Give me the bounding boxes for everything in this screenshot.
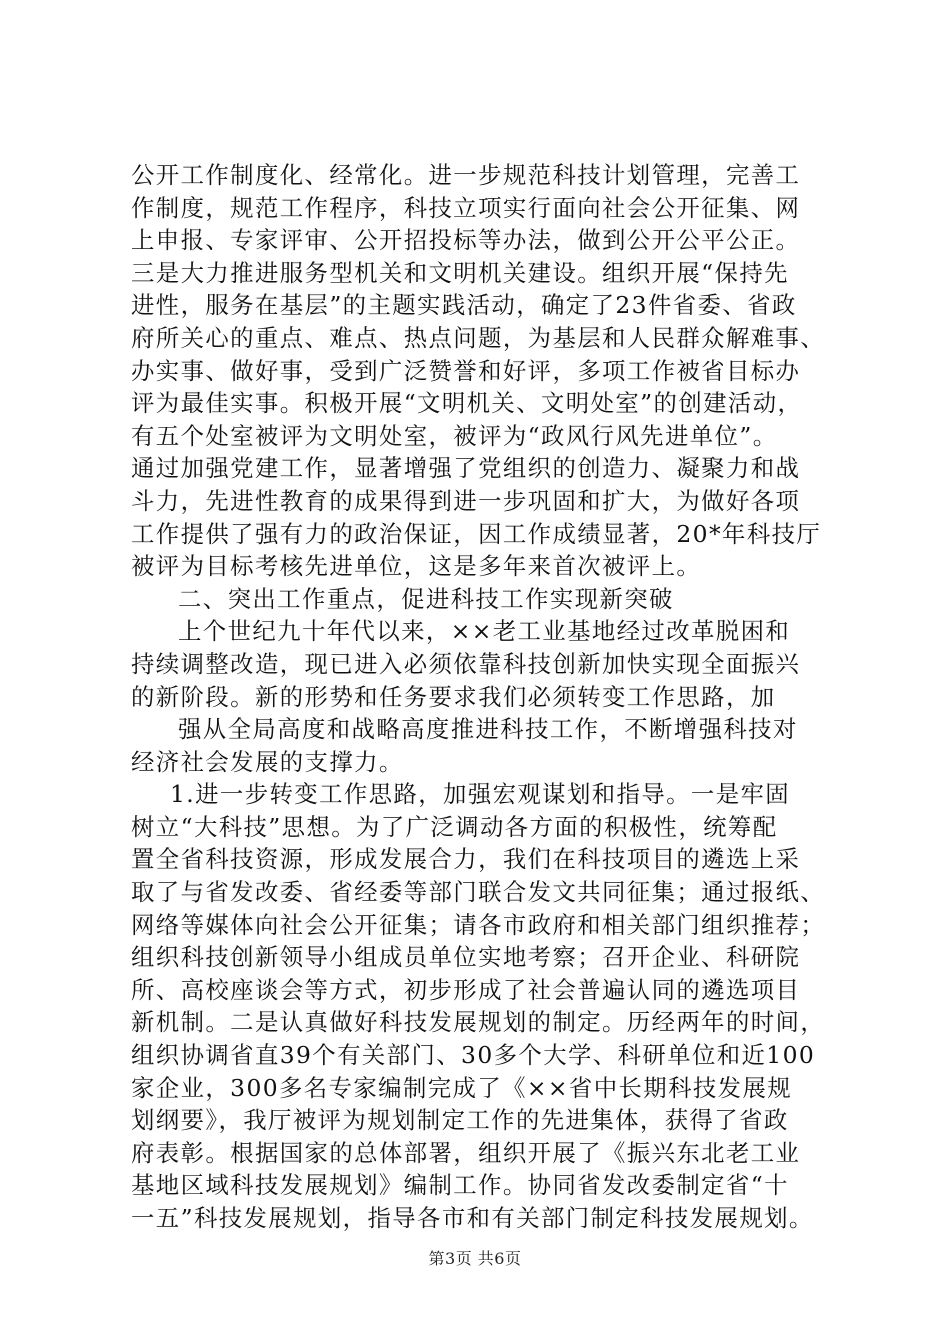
text-line: 划纲要》，我厅被评为规划制定工作的先进集体，获得了省政 [131, 1106, 789, 1135]
text-line: 办实事、做好事，受到广泛赞誉和好评，多项工作被省目标办 [131, 356, 801, 385]
text-line: 府所关心的重点、难点、热点问题，为基层和人民群众解难事、 [131, 323, 826, 352]
text-line: 组织协调省直39个有关部门、30多个大学、科研单位和近100 [131, 1041, 816, 1070]
text-line: 上申报、专家评审、公开招投标等办法，做到公开公平公正。 [131, 226, 801, 255]
text-line: 作制度，规范工作程序，科技立项实行面向社会公开征集、网 [131, 193, 801, 222]
text-line: 所、高校座谈会等方式，初步形成了社会普遍认同的遴选项目 [131, 975, 801, 1004]
text-line: 一五”科技发展规划，指导各市和有关部门制定科技发展规划。 [131, 1204, 814, 1232]
text-line: 府表彰。根据国家的总体部署，组织开展了《振兴东北老工业 [131, 1138, 801, 1167]
text-line: 斗力，先进性教育的成果得到进一步巩固和扩大，为做好各项 [131, 486, 801, 515]
text-line: 进性，服务在基层”的主题实践活动，确定了23件省委、省政 [131, 291, 797, 320]
text-line: 经济社会发展的支撑力。 [131, 747, 404, 776]
text-line: 公开工作制度化、经常化。进一步规范科技计划管理，完善工 [131, 161, 801, 189]
text-line: 三是大力推进服务型机关和文明机关建设。组织开展“保持先 [131, 258, 789, 287]
text-line: 网络等媒体向社会公开征集；请各市政府和相关部门组织推荐； [131, 910, 826, 939]
page-footer: 第3页 共6页 [428, 1249, 522, 1268]
text-line: 通过加强党建工作，显著增强了党组织的创造力、凝聚力和战 [131, 454, 801, 483]
text-line: 新机制。二是认真做好科技发展规划的制定。历经两年的时间， [131, 1008, 826, 1037]
text-line: 评为最佳实事。积极开展“文明机关、文明处室”的创建活动， [131, 389, 803, 418]
text-line: 取了与省发改委、省经委等部门联合发文共同征集；通过报纸、 [131, 878, 826, 907]
text-line: 有五个处室被评为文明处室，被评为“政风行风先进单位”。 [131, 421, 778, 450]
text-line: 被评为目标考核先进单位，这是多年来首次被评上。 [131, 552, 702, 581]
text-line: 工作提供了强有力的政治保证，因工作成绩显著，20*年科技厅 [131, 519, 822, 548]
text-line: 组织科技创新领导小组成员单位实地考察；召开企业、科研院 [131, 943, 801, 972]
text-line: 强从全局高度和战略高度推进科技工作，不断增强科技对 [178, 715, 798, 744]
text-line: 置全省科技资源，形成发展合力，我们在科技项目的遴选上采 [131, 845, 801, 874]
text-line: 树立“大科技”思想。为了广泛调动各方面的积极性，统筹配 [131, 812, 778, 841]
text-line: 1.进一步转变工作思路，加强宏观谋划和指导。一是牢固 [170, 780, 791, 809]
text-line: 的新阶段。新的形势和任务要求我们必须转变工作思路，加 [131, 682, 776, 711]
section-heading: 二、突出工作重点，促进科技工作实现新突破 [178, 584, 674, 613]
text-line: 基地区域科技发展规划》编制工作。协同省发改委制定省“十 [131, 1171, 789, 1200]
text-line: 上个世纪九十年代以来，××老工业基地经过改革脱困和 [178, 617, 791, 646]
text-line: 家企业，300多名专家编制完成了《××省中长期科技发展规 [131, 1073, 793, 1102]
text-line: 持续调整改造，现已进入必须依靠科技创新加快实现全面振兴 [131, 649, 801, 678]
document-body [131, 159, 851, 1235]
